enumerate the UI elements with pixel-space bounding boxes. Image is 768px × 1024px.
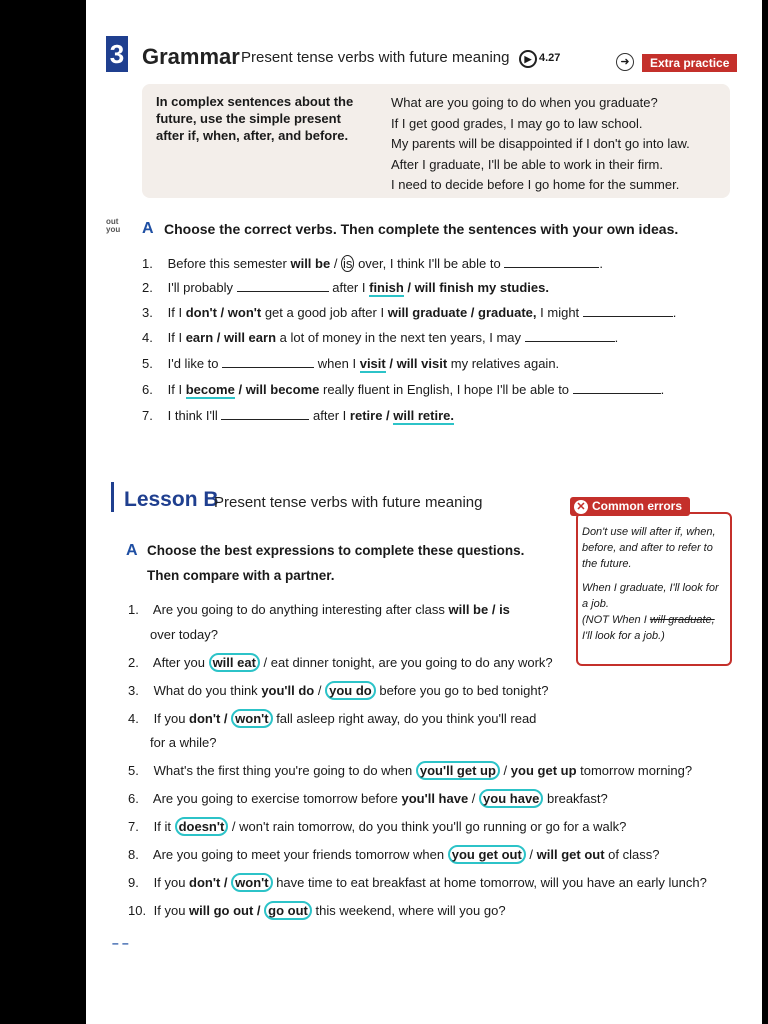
example-line: I need to decide before I go home for the summer.: [391, 177, 680, 192]
answer-blank[interactable]: [573, 382, 661, 394]
grammar-examples: [391, 93, 741, 196]
circled-answer[interactable]: you do: [325, 681, 376, 700]
answer-blank[interactable]: [504, 256, 599, 268]
question-item: 9. If you don't / won't have time to eat breakfast at home tomorrow, will you have an early lunch?: [128, 875, 707, 890]
activity-instruction: Choose the correct verbs. Then complete the sentences with your own ideas.: [164, 221, 679, 237]
lesson-title: Lesson B: [124, 488, 219, 511]
audio-track-number: 4.27: [539, 52, 561, 64]
question-item: 4. If you don't / won't fall asleep right away, do you think you'll read: [128, 711, 537, 726]
footer-mark: – –: [112, 936, 129, 950]
underlined-answer[interactable]: finish: [369, 280, 404, 295]
answer-blank[interactable]: [222, 356, 314, 368]
close-x-icon: ✕: [574, 500, 588, 514]
lesson-bar: [111, 482, 114, 512]
circled-answer[interactable]: you have: [479, 789, 543, 808]
answer-blank[interactable]: [237, 280, 329, 292]
example-line: What are you going to do when you graduate?: [391, 95, 658, 110]
circled-answer[interactable]: won't: [231, 873, 272, 892]
question-item: 8. Are you going to meet your friends tomorrow when you get out / will get out of class?: [128, 847, 660, 862]
lesson-subtitle: Present tense verbs with future meaning: [214, 494, 483, 511]
exercise-item: 3. If I don't / won't get a good job after I will graduate / graduate, I might .: [142, 305, 677, 320]
circled-answer[interactable]: you get out: [448, 845, 526, 864]
common-errors-text: Don't use will after if, when, before, and after to refer to the future. When I graduate, I'll look for a job. (NOT When I will graduate, I'll look for a job.): [582, 526, 719, 642]
audio-icon[interactable]: ▶: [519, 50, 537, 68]
exercise-item: 1. Before this semester will be / is over, I think I'll be able to .: [142, 256, 603, 271]
question-item: 2. After you will eat / eat dinner tonight, are you going to do any work?: [128, 655, 553, 670]
side-label: out you: [106, 217, 121, 234]
grammar-rule: In complex sentences about the future, use the simple present after if, when, after, and before.: [156, 94, 354, 143]
question-item: 7. If it doesn't / won't rain tomorrow, do you think you'll go running or go for a walk?: [128, 819, 627, 834]
circled-answer[interactable]: doesn't: [175, 817, 229, 836]
underlined-answer[interactable]: will retire.: [393, 408, 454, 423]
question-item: 1. Are you going to do anything interesting after class will be / is: [128, 602, 510, 617]
circled-answer[interactable]: is: [343, 256, 353, 271]
activity-letter: A: [142, 220, 154, 237]
question-item-cont: for a while?: [150, 735, 217, 750]
underlined-answer[interactable]: become: [185, 382, 235, 397]
activity-instruction: Then compare with a partner.: [147, 568, 335, 583]
question-item: 6. Are you going to exercise tomorrow before you'll have / you have breakfast?: [128, 791, 608, 806]
activity-letter: A: [126, 542, 138, 559]
circled-answer[interactable]: you'll get up: [416, 761, 500, 780]
section-number: 3: [106, 36, 128, 72]
exercise-item: 4. If I earn / will earn a lot of money in the next ten years, I may .: [142, 330, 619, 345]
exercise-item: 2. I'll probably after I finish / will finish my studies.: [142, 280, 549, 295]
exercise-item: 7. I think I'll after I retire / will retire.: [142, 408, 454, 423]
question-item: 3. What do you think you'll do / you do before you go to bed tonight?: [128, 683, 549, 698]
circled-answer[interactable]: will eat: [209, 653, 260, 672]
example-line: My parents will be disappointed if I don't go into law.: [391, 136, 690, 151]
textbook-page: [86, 0, 762, 1024]
circled-answer[interactable]: won't: [231, 709, 272, 728]
answer-blank[interactable]: [583, 305, 673, 317]
extra-practice-button[interactable]: Extra practice: [642, 54, 737, 72]
grammar-subtitle: Present tense verbs with future meaning: [241, 49, 510, 66]
question-item-cont: over today?: [150, 627, 218, 642]
question-item: 5. What's the first thing you're going to do when you'll get up / you get up tomorrow morning?: [128, 763, 693, 778]
common-errors-label: ✕ Common errors: [570, 497, 690, 516]
exercise-item: 6. If I become / will become really fluent in English, I hope I'll be able to .: [142, 382, 665, 397]
question-item: 10. If you will go out / go out this weekend, where will you go?: [128, 903, 506, 918]
underlined-answer[interactable]: visit: [359, 356, 386, 371]
grammar-title: Grammar: [142, 44, 240, 69]
exercise-item: 5. I'd like to when I visit / will visit my relatives again.: [142, 356, 560, 371]
answer-blank[interactable]: [525, 330, 615, 342]
example-line: After I graduate, I'll be able to work in their firm.: [391, 156, 663, 172]
answer-blank[interactable]: [221, 408, 309, 420]
circled-answer[interactable]: go out: [264, 901, 312, 920]
extra-practice-icon[interactable]: ➜: [616, 53, 634, 71]
activity-instruction: Choose the best expressions to complete these questions.: [147, 543, 525, 558]
example-line: If I get good grades, I may go to law school.: [391, 115, 643, 131]
